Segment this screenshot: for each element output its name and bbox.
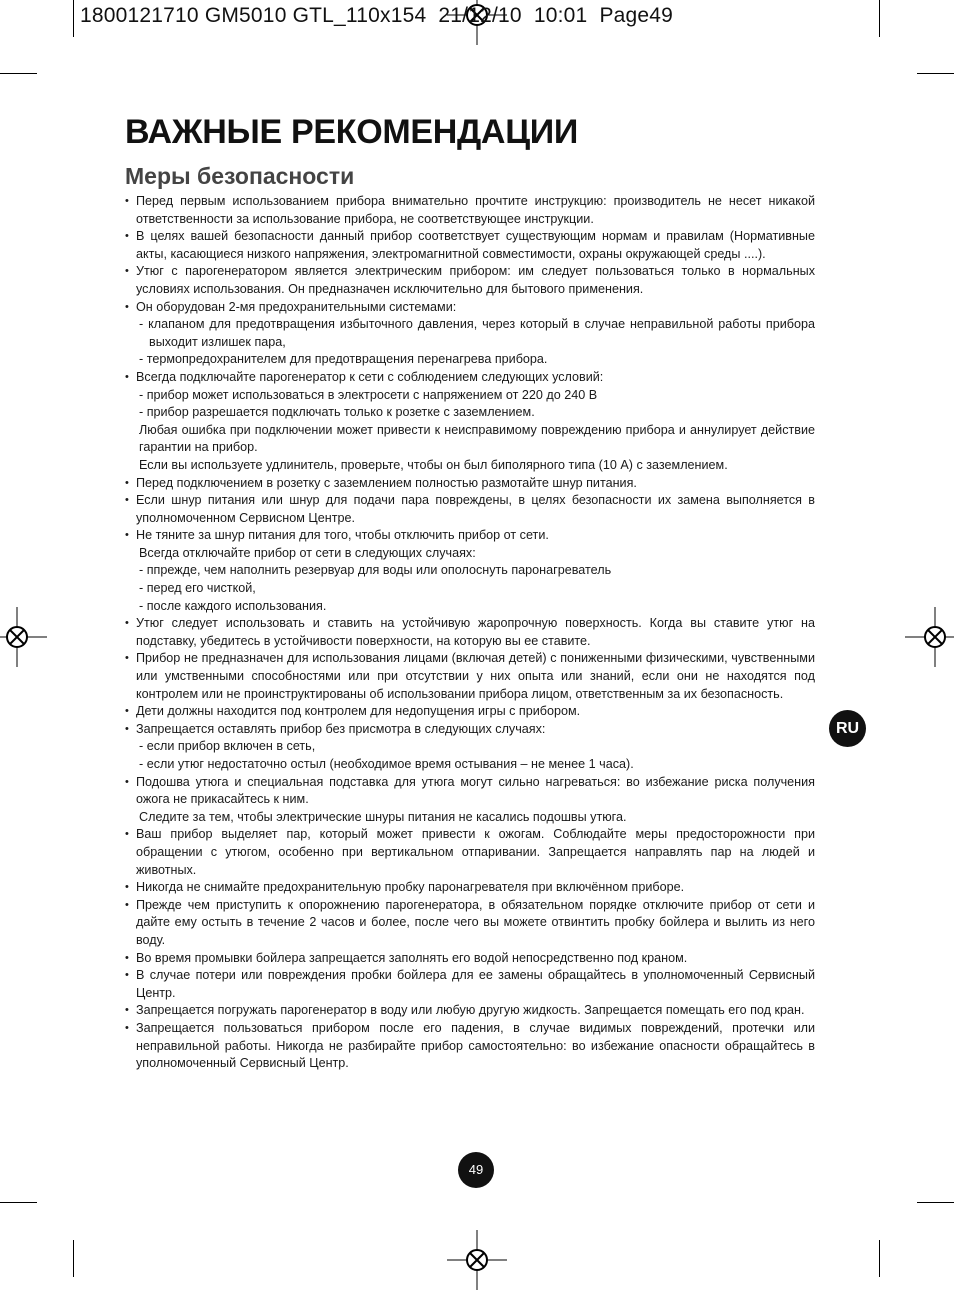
language-badge: RU (829, 710, 866, 747)
sub-item: - термопредохранителем для предотвращения перенагрева прибора. (139, 352, 548, 367)
bullet-item: • Утюг с парогенератором является электрическим прибором: им следует пользоваться только в нормальных условиях использования. Он предназначен исключительно для бытового применения. (125, 263, 815, 298)
sub-item: - прибор может использоваться в электросети с напряжением от 220 до 240 В (139, 387, 598, 402)
sub-item: - перед его чисткой, (139, 581, 256, 596)
page-title: ВАЖНЫЕ РЕКОМЕНДАЦИИ (125, 113, 579, 151)
crop-mark (73, 1240, 74, 1277)
bullet-item: • Прежде чем приступить к опорожнению парогенератора, в обязательном порядке отключите прибор от сети и дайте ему остыть в течение 2 часов и более, после чего вы можете отвинтить пробку бойлера и вылить из него воду. (125, 897, 815, 950)
bullet-item: • Всегда подключайте парогенератор к сети с соблюдением следующих условий: (125, 369, 815, 387)
registration-mark-icon (905, 607, 954, 667)
continuation-text: Если вы используете удлинитель, проверьте, чтобы он был биполярного типа (10 А) с заземлением. (139, 457, 728, 472)
crop-mark (917, 73, 954, 74)
bullet-item: • Утюг следует использовать и ставить на устойчивую жаропрочную поверхность. Когда вы ставите утюг на подставку, убедитесь в устойчивости поверхности, на которую вы ее ставите. (125, 615, 815, 650)
safety-instructions-list (125, 193, 815, 1073)
page-number: 49 (458, 1152, 494, 1188)
print-slug: 1800121710 GM5010 GTL_110x154 21/12/10 10:01 Page49 (80, 4, 674, 27)
bullet-item: • Во время промывки бойлера запрещается заполнять его водой непосредственно под краном. (125, 950, 815, 968)
sub-item: - после каждого использования. (139, 598, 327, 613)
continuation-text: Следите за тем, чтобы электрические шнуры питания не касались подошвы утюга. (139, 809, 627, 824)
bullet-item: • В случае потери или повреждения пробки бойлера для ее замены обращайтесь в уполномоченный Сервисный Центр. (125, 967, 815, 1002)
sub-item: - если прибор включен в сеть, (139, 739, 316, 754)
bullet-item: • В целях вашей безопасности данный прибор соответствует существующим нормам и правилам (Нормативные акты, касающиеся низкого напряжения, электромагнитной совместимости, охраны окружающей среды ....). (125, 228, 815, 263)
crop-mark (879, 0, 880, 37)
sub-item: - ппрежде, чем наполнить резервуар для воды или ополоснуть паронагреватель (139, 563, 612, 578)
crop-mark (0, 1202, 37, 1203)
registration-mark-icon (0, 607, 47, 667)
bullet-item: • Запрещается пользоваться прибором после его падения, в случае видимых повреждений, протечки или неправильной работы. Никогда не разбирайте прибор самостоятельно: во избежание опасности обращайтесь в уполномоченный Сервисный Центр. (125, 1020, 815, 1073)
bullet-item: • Перед первым использованием прибора внимательно прочтите инструкцию: производитель не несет никакой ответственности за использование прибора, не соответствующее инструкции. (125, 193, 815, 228)
bullet-item: • Дети должны находится под контролем для недопущения игры с прибором. (125, 703, 815, 721)
section-subtitle: Меры безопасности (125, 163, 355, 189)
crop-mark (917, 1202, 954, 1203)
registration-mark-icon (447, 1230, 507, 1290)
crop-mark (0, 73, 37, 74)
crop-mark (879, 1240, 880, 1277)
continuation-text: Любая ошибка при подключении может привести к неисправимому повреждению прибора и аннулирует действие гарантии на прибор. (139, 422, 815, 455)
bullet-item: • Подошва утюга и специальная подставка для утюга могут сильно нагреваться: во избежание риска получения ожога не прикасайтесь к ним. (125, 774, 815, 809)
bullet-item: • Запрещается погружать парогенератор в воду или любую другую жидкость. Запрещается помещать его под кран. (125, 1002, 815, 1020)
bullet-item: • Он оборудован 2-мя предохранительными системами: (125, 299, 815, 317)
sub-item: - прибор разрешается подключать только к розетке с заземлением. (139, 405, 535, 420)
bullet-item: • Прибор не предназначен для использования лицами (включая детей) с пониженными физическими, чувственными или умственными способностями или при отсутствии у них опыта или знаний, если они не находятся под контролем или не проинструктированы об использовании прибора лицом, ответственным за их безопасность. (125, 650, 815, 703)
bullet-item: • Ваш прибор выделяет пар, который может привести к ожогам. Соблюдайте меры предосторожности при обращении с утюгом, особенно при вертикальном отпаривании. Запрещается направлять пар на людей и животных. (125, 826, 815, 879)
sub-item: - если утюг недостаточно остыл (необходимое время остывания – не менее 1 часа). (139, 757, 634, 771)
bullet-item: • Если шнур питания или шнур для подачи пара повреждены, в целях безопасности их замена выполняется в уполномоченном Сервисном Центре. (125, 492, 815, 527)
bullet-item: • Не тяните за шнур питания для того, чтобы отключить прибор от сети. (125, 527, 815, 545)
crop-mark (73, 0, 74, 37)
continuation-text: Всегда отключайте прибор от сети в следующих случаях: (139, 545, 476, 560)
sub-item: - клапаном для предотвращения избыточного давления, через который в случае неправильной работы прибора выходит излишек пара, (139, 317, 815, 349)
bullet-item: • Запрещается оставлять прибор без присмотра в следующих случаях: (125, 721, 815, 739)
bullet-item: • Перед подключением в розетку с заземлением полностью размотайте шнур питания. (125, 475, 815, 493)
bullet-item: • Никогда не снимайте предохранительную пробку паронагревателя при включённом приборе. (125, 879, 815, 897)
